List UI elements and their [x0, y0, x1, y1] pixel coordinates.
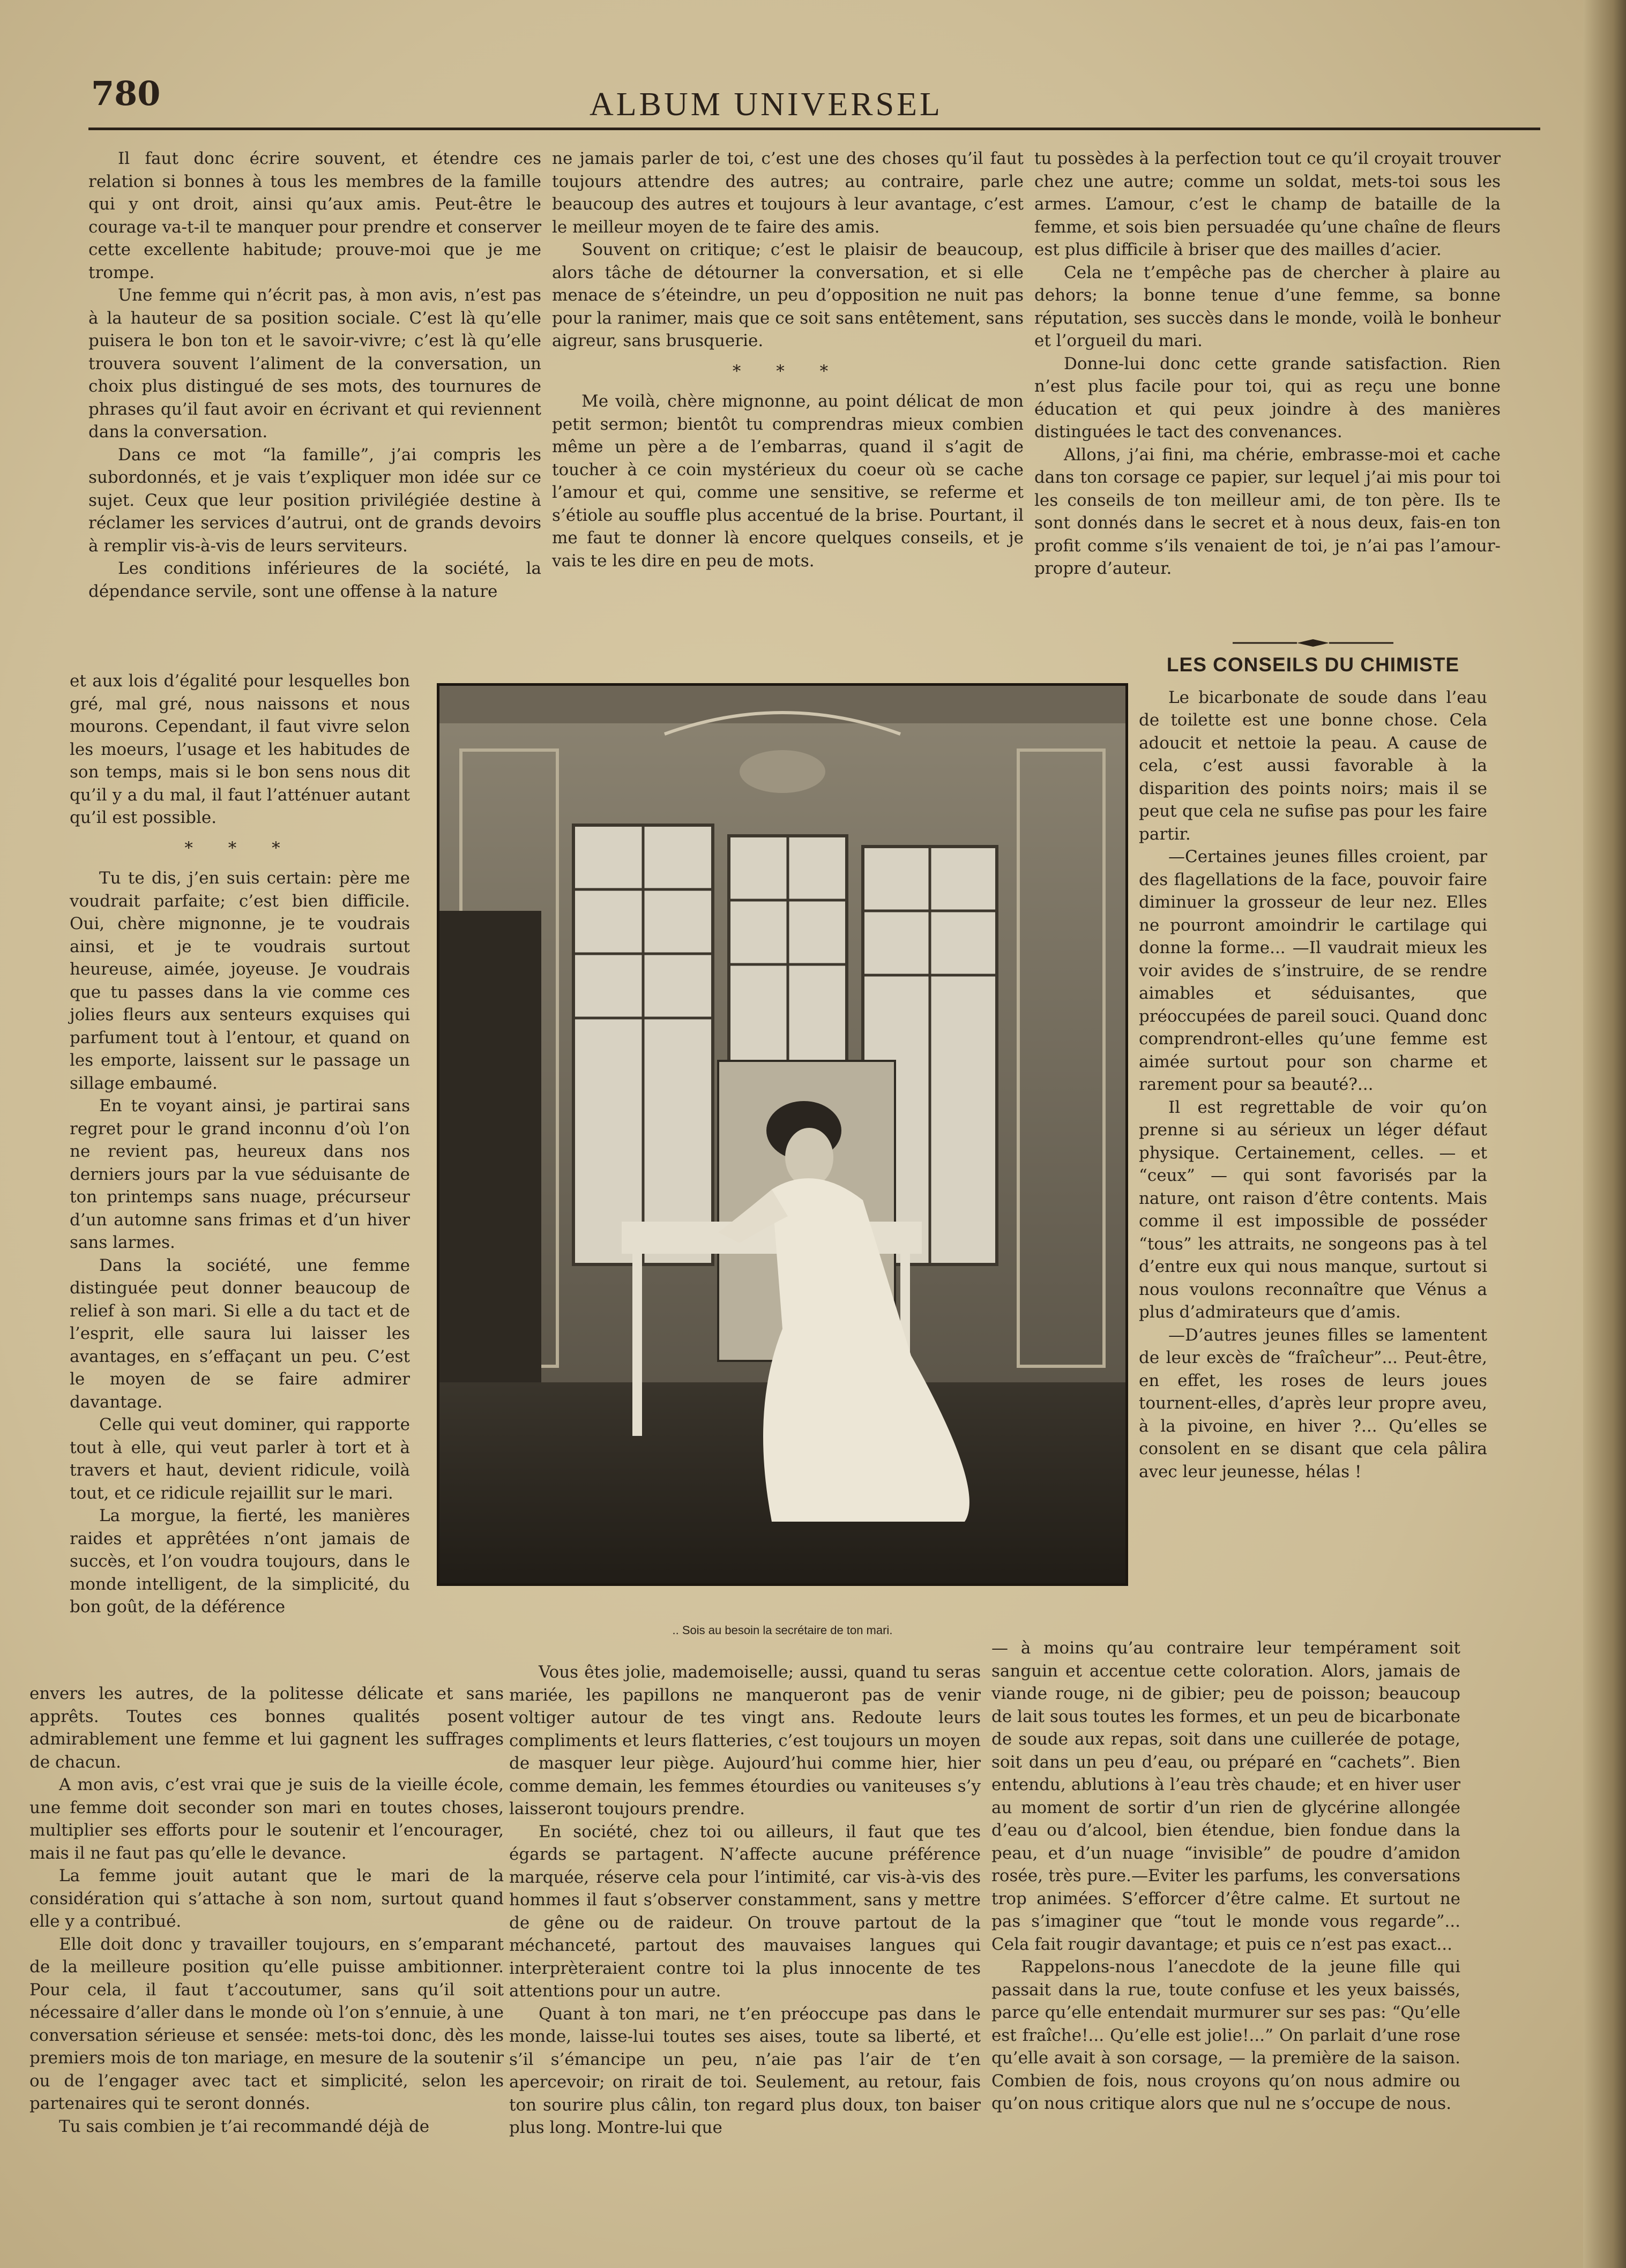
paragraph: Souvent on critique; c’est le plaisir de beaucoup, alors tâche de détourner la conversation, et si elle menace de s’éteindre, un peu d’opposition ne nuit pas pour la ranimer, mais que ce soit sans entêtement, sans aigreur, sans brusquerie. — [552, 240, 1024, 350]
column-2-bottom — [509, 1661, 981, 2139]
paragraph: envers les autres, de la politesse délicate et sans apprêts. Toutes ces bonnes qualités posent admirablement une femme et lui gagnent les suffrages de chacun. — [29, 1684, 504, 1772]
paragraph: Quant à ton mari, ne t’en préoccupe pas dans le monde, laisse-lui toutes ses aises, toute sa liberté, et s’il s’émancipe un peu, n’aie pas l’air de t’en apercevoir; on rirait de toi. Seulement, au retour, fais ton sourire plus câlin, ton regard plus doux, ton baiser plus long. Montre-lui que — [509, 2004, 981, 2137]
column-1-bottom — [29, 1682, 504, 2138]
page-number: 780 — [91, 74, 161, 113]
column-1-top — [88, 147, 541, 603]
photo-caption: .. Sois au besoin la secrétaire de ton mari. — [672, 1623, 893, 1637]
paragraph: En société, chez toi ou ailleurs, il faut que tes égards se partagent. N’affecte aucune préférence marquée, réserve cela pour l’intimité, car vis-à-vis des hommes il faut s’observer constamment, sans y mettre de gêne ou de raideur. On trouve partout de la méchanceté, partout des mauvaises langues qui interprèteraient contre toi la plus innocente de tes attentions pour un autre. — [509, 1822, 981, 2001]
chimiste-section — [1139, 638, 1487, 1483]
paragraph: Vous êtes jolie, mademoiselle; aussi, quand tu seras mariée, les papillons ne manqueront pas de venir voltiger autour de tes vingt ans. Redoute leurs compliments et leurs flatteries, c’est toujours un moyen de masquer leur piège. Aujourd’hui comme hier, hier comme demain, les femmes étourdies ou vaniteuses s’y laisseront toujours prendre. — [509, 1663, 981, 1818]
paragraph: tu possèdes à la perfection tout ce qu’il croyait trouver chez une autre; comme un soldat, mets-toi sous les armes. L’amour, c’est le champ de bataille de la femme, et sois bien persuadée qu’une chaîne de fleurs est plus difficile à briser que des mailles d’acier. — [1034, 149, 1501, 259]
paragraph: Elle doit donc y travailler toujours, en s’emparant de la meilleure position qu’elle puisse ambitionner. Pour cela, il faut t’accoutumer, sans qu’il soit nécessaire d’aller dans le monde où l’on s’ennuie, à une conversation sérieuse et sensée: mets-toi donc, dès les premiers mois de ton mariage, en mesure de la soutenir ou de l’engager avec tact et simplicité, selon les partenaires qui te seront donnés. — [29, 1934, 504, 2113]
paragraph: Tu sais combien je t’ai recommandé déjà de — [59, 2116, 430, 2136]
section-separator: * * * — [184, 838, 295, 858]
paragraph: Dans la société, une femme distinguée peut donner beaucoup de relief à son mari. Si elle a du tact et de l’esprit, elle saura lui laisser les avantages, en s’effaçant un peu. C’est le moyen de se faire admirer davantage. — [70, 1255, 410, 1412]
paragraph: —Certaines jeunes filles croient, par des flagellations de la face, pouvoir faire diminuer la grosseur de leur nez. Elles ne pourront amoindrir le cartilage qui donne la forme... —Il vaudrait mieux les voir avides de s’instruire, de se rendre aimables et séduisantes, que préoccupées de pareil souci. Quand donc comprendront-elles qu’une femme est aimée surtout pour son charme et rarement pour sa beauté?... — [1139, 847, 1487, 1094]
paragraph: Les conditions inférieures de la société, la dépendance servile, sont une offense à la nature — [88, 559, 541, 601]
header-rule — [88, 128, 1540, 130]
section-title: LES CONSEILS DU CHIMISTE — [1166, 654, 1460, 676]
chimiste-bottom — [991, 1637, 1460, 2115]
paragraph: A mon avis, c’est vrai que je suis de la vieille école, une femme doit seconder son mari en toutes choses, multiplier ses efforts pour le soutenir et l’encourager, mais il ne faut pas qu’elle le devance. — [29, 1775, 504, 1863]
paragraph: ne jamais parler de toi, c’est une des choses qu’il faut toujours attendre des autres; au contraire, parle beaucoup des autres et toujours à leur avantage, c’est le meilleur moyen de te faire des amis. — [552, 149, 1024, 237]
paragraph: La femme jouit autant que le mari de la considération qui s’attache à son nom, surtout quand elle y a contribué. — [29, 1866, 504, 1931]
column-3-top — [1034, 147, 1501, 580]
ornament-divider — [1233, 638, 1393, 648]
paragraph: Allons, j’ai fini, ma chérie, embrasse-moi et cache dans ton corsage ce papier, sur lequel j’ai mis pour toi les conseils de ton meilleur ami, de ton père. Ils te sont donnés dans le secret et à nous deux, fais-en ton profit comme s’ils venaient de toi, je n’ai pas l’amour-propre d’auteur. — [1034, 445, 1501, 578]
paragraph: —D’autres jeunes filles se lamentent de leur excès de “fraîcheur”... Peut-être, en effet, les roses de leurs joues tournent-elles, d’après leur propre aveu, à la pivoine, en hiver ?... Qu’elles se consolent en se disant que cela pâlira avec leur jeunesse, hélas ! — [1139, 1325, 1487, 1481]
journal-title: ALBUM UNIVERSEL — [590, 86, 943, 123]
paragraph: et aux lois d’égalité pour lesquelles bon gré, mal gré, nous naissons et nous mourons. Cependant, il faut vivre selon les moeurs, l’usage et les habitudes de son temps, mais si le bon sens nous dit qu’il y a du mal, il faut l’atténuer autant qu’il est possible. — [70, 671, 410, 827]
page-spine — [1583, 0, 1626, 2268]
column-1-side — [70, 670, 410, 1619]
paragraph: Tu te dis, j’en suis certain: père me voudrait parfaite; c’est bien difficile. Oui, chère mignonne, je te voudrais ainsi, et je te voudrais surtout heureuse, aimée, joyeuse. Je voudrais que tu passes dans la vie comme ces jolies fleurs aux senteurs exquises qui parfument tout à l’entour, et quand on les emporte, laissent sur le passage un sillage embaumé. — [70, 869, 410, 1093]
paragraph: Une femme qui n’écrit pas, à mon avis, n’est pas à la hauteur de sa position sociale. C’est là qu’elle puisera le bon ton et le savoir-vivre; c’est là qu’elle trouvera souvent l’aliment de la conversation, un choix plus distingué de ses mots, des tournures de phrases qu’il faut avoir en écrivant et qui reviennent dans la conversation. — [88, 286, 541, 441]
paragraph: Il est regrettable de voir qu’on prenne si au sérieux un léger défaut physique. Certainement, celles. — et “ceux” — qui sont favorisés par la nature, ont raison d’être contents. Mais comme il est impossible de posséder “tous” les attraits, ne songeons pas à tel d’entre eux qui nous manque, surtout si nous voulons reconnaître que Vénus a plus d’admirateurs que d’amis. — [1139, 1097, 1487, 1322]
paragraph: Donne-lui donc cette grande satisfaction. Rien n’est plus facile pour toi, qui as reçu une bonne éducation et qui peux joindre à des manières distinguées le tact des convenances. — [1034, 354, 1501, 441]
photograph — [437, 683, 1128, 1586]
paragraph: Il faut donc écrire souvent, et étendre ces relation si bonnes à tous les membres de la famille qui y ont droit, ainsi qu’aux amis. Peut-être le courage va-t-il te manquer pour prendre et conserver cette excellente habitude; prouve-moi que je me trompe. — [88, 149, 541, 282]
paragraph: En te voyant ainsi, je partirai sans regret pour le grand inconnu d’où l’on ne revient pas, heureux dans nos derniers jours par la vue séduisante de ton printemps sans nuage, précurseur d’un automne sans frimas et d’un hiver sans larmes. — [70, 1096, 410, 1252]
woman-at-desk-photo — [439, 686, 1125, 1583]
column-2-top — [552, 147, 1024, 572]
section-separator: * * * — [732, 361, 844, 381]
paragraph: Le bicarbonate de soude dans l’eau de toilette est une bonne chose. Cela adoucit et nettoie la peau. A cause de cela, c’est aussi favorable à la disparition des points noirs; mais il se peut que cela ne sufise pas pour les faire partir. — [1139, 687, 1487, 844]
paragraph: Celle qui veut dominer, qui rapporte tout à elle, qui veut parler à tort et à travers et haut, devient ridicule, voilà tout, et ce ridicule rejaillit sur le mari. — [70, 1415, 410, 1503]
paragraph: Dans ce mot “la famille”, j’ai compris les subordonnés, et je vais t’expliquer mon idée sur ce sujet. Ceux que leur position privilégiée destine à réclamer les services d’autrui, ont de grands devoirs à remplir vis-à-vis de leurs serviteurs. — [88, 445, 541, 556]
paragraph: La morgue, la fierté, les manières raides et apprêtées n’ont jamais de succès, et l’on voudra toujours, dans le monde intelligent, de la simplicité, du bon goût, de la déférence — [70, 1506, 410, 1616]
paragraph: Me voilà, chère mignonne, au point délicat de mon petit sermon; bientôt tu comprendras mieux combien même un père a de l’embarras, quand il s’agit de toucher à ce coin mystérieux du coeur où se cache l’amour et qui, comme une sensitive, se referme et s’étiole au souffle plus accentué de la brise. Pourtant, il me faut te donner là encore quelques conseils, et je vais te les dire en peu de mots. — [552, 392, 1024, 571]
paragraph: — à moins qu’au contraire leur tempérament soit sanguin et accentue cette coloration. Alors, jamais de viande rouge, ni de gibier; peu de poisson; beaucoup de lait sous toutes les formes, et un peu de bicarbonate de soude aux repas, soit dans une cuillerée de potage, soit dans un peu d’eau, ou préparé en “cachets”. Bien entendu, ablutions à l’eau très chaude; et en hiver user au moment de sortir d’un rien de glycérine allongée d’eau ou d’alcool, bien étendue, bien fondue dans la peau, et d’un nuage “invisible” de poudre d’amidon rosée, très pure.—Eviter les parfums, les conversations trop animées. S’efforcer d’être calme. Et surtout ne pas s’imaginer que “tout le monde vous regarde”... Cela fait rougir davantage; et puis ce n’est pas exact... — [991, 1638, 1460, 1954]
paragraph: Cela ne t’empêche pas de chercher à plaire au dehors; la bonne tenue d’une femme, sa bonne réputation, ses succès dans le monde, voilà le bonheur et l’orgueil du mari. — [1034, 263, 1501, 350]
paragraph: Rappelons-nous l’anecdote de la jeune fille qui passait dans la rue, toute confuse et les yeux baissés, parce qu’elle entendait murmurer sur ses pas: “Qu’elle est fraîche!... Qu’elle est jolie!...” On parlait d’une rose qu’elle avait à son corsage, — la première de la saison. Combien de fois, nous croyons qu’on nous admire ou qu’on nous critique alors que nul ne s’occupe de nous. — [991, 1957, 1460, 2113]
